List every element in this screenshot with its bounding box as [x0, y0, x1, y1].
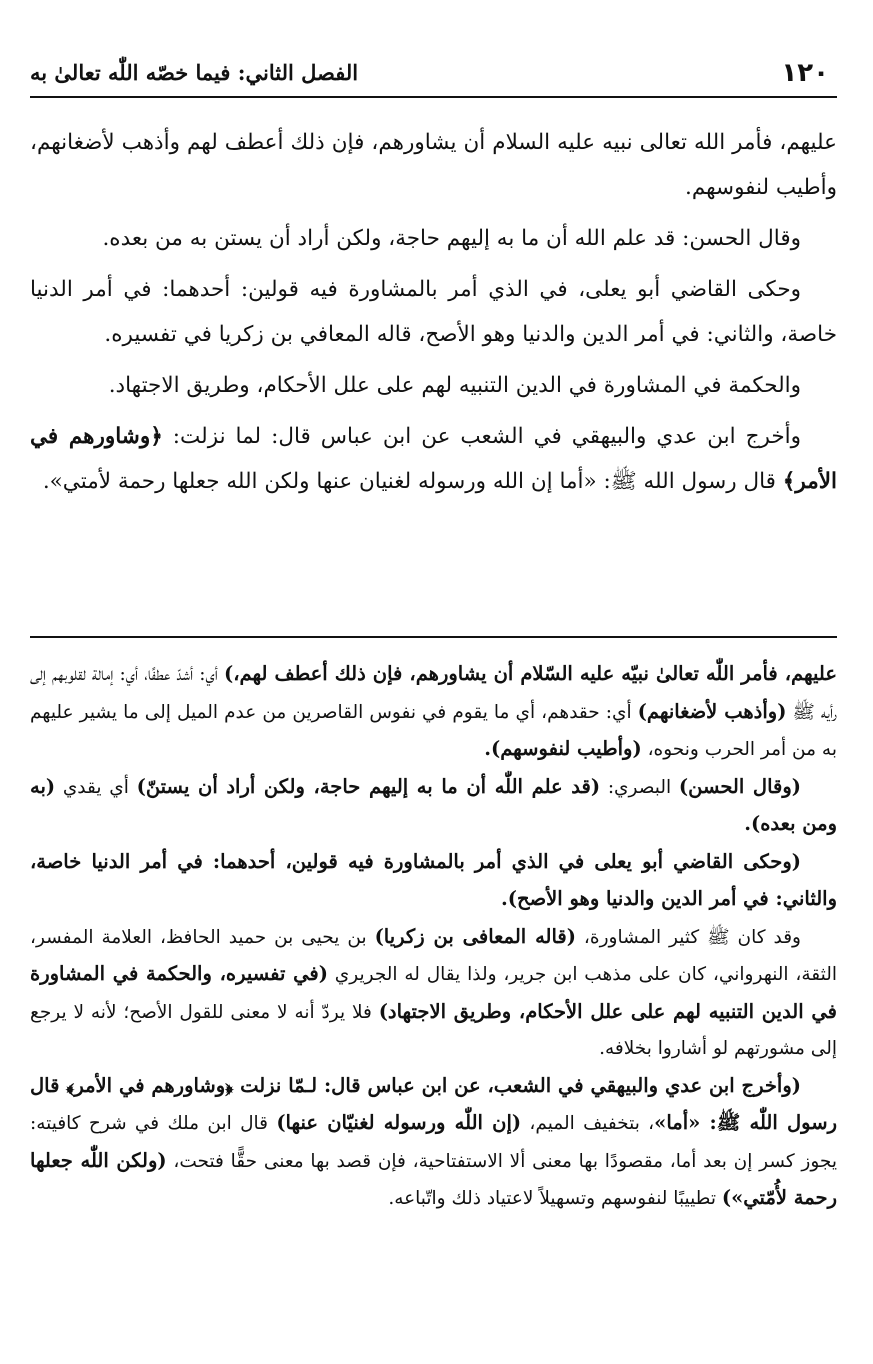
- commentary-run: بن يحيى بن حميد الحافظ، العلامة المفسر، الثقة، النهرواني، كان على مذهب ابن جرير، ولذا يقال له الجريري: [30, 926, 837, 985]
- quoted-text: (قاله المعافى بن زكريا): [374, 924, 576, 948]
- quoted-text: (وحكى القاضي أبو يعلى في الذي أمر بالمشاورة فيه قولين، أحدهما: في أمر الدنيا خاصة، والثاني: في أمر الدين والدنيا وهو الأصح).: [30, 849, 837, 910]
- main-text-run: قال رسول الله ﷺ: «أما إن الله ورسوله لغنيان عنها ولكن الله جعلها رحمة لأمتي».: [42, 469, 783, 494]
- commentary-run: أي: حقدهم، أي ما يقوم في نفوس القاصرين من عدم الميل إلى ما يشير عليهم به من أمر الحرب ونحوه،: [30, 701, 837, 760]
- quoted-text: (وأطيب لنفوسهم).: [484, 737, 642, 760]
- quoted-text: عليهم، فأمر اللّٰه تعالىٰ نبيّه عليه السّلام أن يشاورهم، فإن ذلك أعطف لهم،): [224, 662, 837, 685]
- book-page: [30, 0, 837, 1364]
- commentary-run: وقد كان ﷺ كثير المشاورة،: [575, 926, 801, 948]
- quoted-text: (إن اللّٰه ورسوله لغنيّان عنها): [276, 1111, 522, 1134]
- quoted-text: (وأذهب لأضغانهم): [637, 699, 787, 723]
- main-paragraph: وحكى القاضي أبو يعلى، في الذي أمر بالمشاورة فيه قولين: أحدهما: في أمر الدنيا خاصة، والثاني: في أمر الدين والدنيا وهو الأصح، قاله المعافي بن زكريا في تفسيره.: [30, 277, 837, 347]
- page-number: ١٢٠: [781, 58, 829, 88]
- commentary-paragraph: [30, 656, 837, 769]
- commentary-run: قال ابن ملك في شرح كافيته: يجوز كسر إن بعد أما، مقصودًا بها معنى ألا الاستفتاحية، فإن قصد بها معنى حقًّا فتحت،: [30, 1113, 837, 1172]
- quran-verse: ﴿وشاورهم في الأمر﴾: [30, 424, 837, 494]
- footnote-divider: [30, 636, 837, 638]
- running-title: الفصل الثاني: فيما خصّه اللّٰه تعالىٰ به: [30, 60, 359, 85]
- commentary-run: البصري:: [600, 776, 679, 798]
- main-paragraph: عليهم، فأمر الله تعالى نبيه عليه السلام أن يشاورهم، فإن ذلك أعطف لهم وأذهب لأضغانهم، وأطيب لنفوسهم.: [30, 130, 837, 200]
- main-text-run: وأخرج ابن عدي والبيهقي في الشعب عن ابن عباس قال: لما نزلت:: [162, 424, 802, 449]
- commentary-paragraph: [30, 844, 837, 919]
- quoted-text: (وقال الحسن): [678, 774, 801, 798]
- commentary-paragraph: [30, 1068, 837, 1218]
- quoted-text: (وأخرج ابن عدي والبيهقي في الشعب، عن ابن عباس قال: لـمّا نزلت ﴿وشاورهم في الأمر﴾ قال رسول اللّٰه ﷺ: «أما»: [30, 1073, 837, 1134]
- commentary-run: تطييبًا لنفوسهم وتسهيلاً لاعتياد ذلك واتّباعه.: [388, 1188, 722, 1209]
- main-paragraph: [30, 414, 837, 504]
- page-header: [30, 52, 837, 98]
- main-paragraph: والحكمة في المشاورة في الدين التنبيه لهم على علل الأحكام، وطريق الاجتهاد.: [108, 373, 801, 398]
- quoted-text: (في تفسيره، والحكمة في المشاورة في الدين التنبيه لهم على علل الأحكام، وطريق الاجتهاد): [30, 962, 837, 1023]
- main-text: [30, 120, 837, 510]
- main-paragraph: وقال الحسن: قد علم الله أن ما به إليهم حاجة، ولكن أراد أن يستن به من بعده.: [102, 226, 801, 251]
- commentary-run: أي يقدي: [55, 776, 137, 798]
- commentary-paragraph: [30, 919, 837, 1068]
- quoted-text: (به ومن بعده).: [30, 774, 837, 835]
- commentary-run: فلا يردّ أنه لا معنى للقول الأصح؛ لأنه لا يرجع إلى مشورتهم لو أشاروا بخلافه.: [30, 1001, 837, 1059]
- commentary-paragraph: [30, 769, 837, 844]
- commentary-text: [30, 656, 837, 1218]
- commentary-run: أي: أشدّ عطفًا، أي: إمالة لقلوبهم إلى رأيه ﷺ: [30, 664, 837, 723]
- quoted-text: (قد علم اللّٰه أن ما به إليهم حاجة، ولكن أراد أن يستنّ): [136, 774, 601, 798]
- quoted-text: (ولكن اللّٰه جعلها رحمة لأُمّتي»): [30, 1148, 837, 1209]
- commentary-run: ، بتخفيف الميم،: [521, 1113, 655, 1134]
